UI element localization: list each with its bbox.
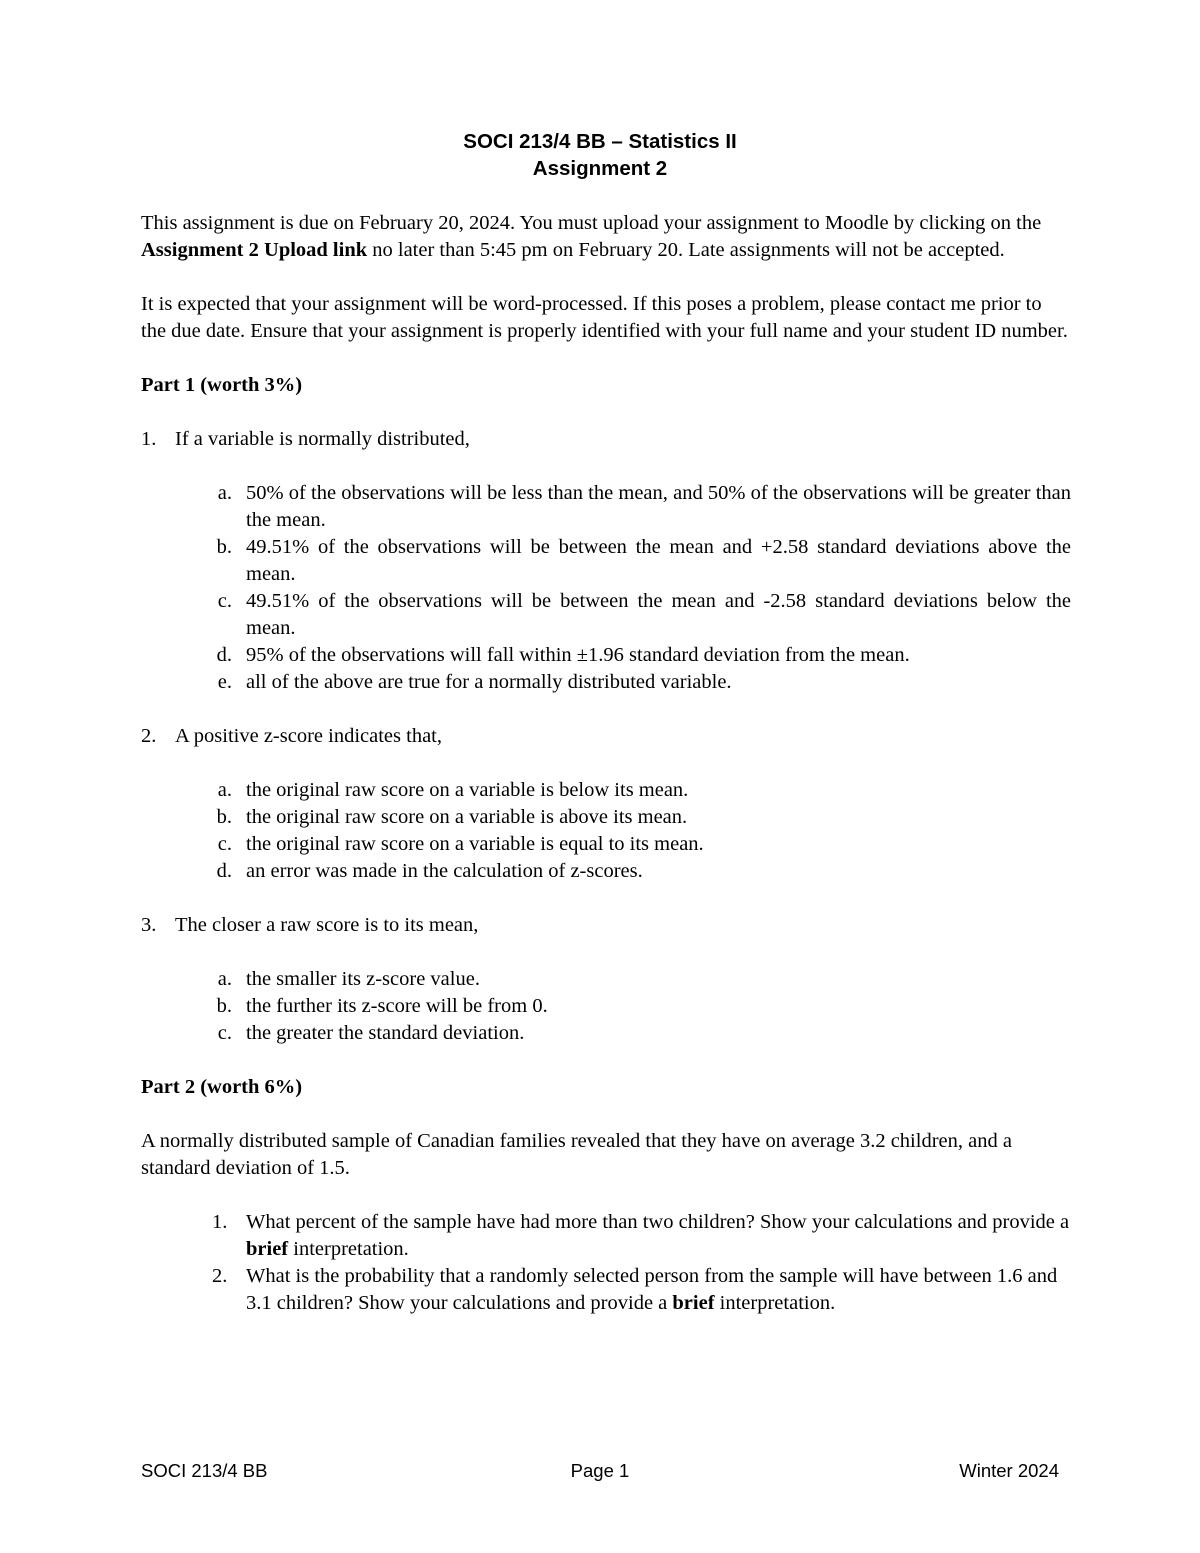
option-letter: a. <box>217 968 232 990</box>
question-number: 2. <box>212 1265 228 1287</box>
option-text: an error was made in the calculation of z-scores. <box>246 860 643 882</box>
option-letter: a. <box>217 779 232 801</box>
question-text: The closer a raw score is to its mean, <box>175 914 479 936</box>
footer-term: Winter 2024 <box>959 1460 1059 1481</box>
part1-question-list <box>141 426 1071 1047</box>
part2-question-list <box>212 1209 1071 1317</box>
option-item <box>212 993 1071 1020</box>
question-text-end: interpretation. <box>288 1238 409 1260</box>
question-text: What is the probability that a randomly selected person from the sample will have between 1.6 and 3.1 children? Show your calculations and provide a <box>246 1265 1058 1314</box>
option-item <box>212 534 1071 588</box>
option-letter: d. <box>216 644 232 666</box>
question-text: If a variable is normally distributed, <box>175 428 470 450</box>
course-title: SOCI 213/4 BB – Statistics II <box>463 130 737 153</box>
option-item <box>212 777 1071 804</box>
option-letter: c. <box>217 1022 232 1044</box>
option-letter: a. <box>217 482 232 504</box>
option-letter: b. <box>216 536 232 558</box>
question-number: 2. <box>141 725 157 747</box>
option-text: the original raw score on a variable is equal to its mean. <box>246 833 704 855</box>
option-letter: b. <box>216 806 232 828</box>
intro-paragraph-format: It is expected that your assignment will be word-processed. If this poses a problem, please contact me prior to the due date. Ensure that your assignment is properly identified with your full name and your student ID number. <box>141 293 1068 342</box>
option-text: the original raw score on a variable is above its mean. <box>246 806 688 828</box>
option-letter: c. <box>217 833 232 855</box>
option-text: all of the above are true for a normally distributed variable. <box>246 671 732 693</box>
option-text: the original raw score on a variable is below its mean. <box>246 779 689 801</box>
question-number: 3. <box>141 914 157 936</box>
part1-heading: Part 1 (worth 3%) <box>141 374 303 396</box>
option-letter: e. <box>217 671 232 693</box>
emphasis-brief: brief <box>246 1238 289 1260</box>
part2-intro: A normally distributed sample of Canadian families revealed that they have on average 3.2 children, and a standard deviation of 1.5. <box>141 1130 1012 1179</box>
part2-heading: Part 2 (worth 6%) <box>141 1076 303 1098</box>
option-text: 50% of the observations will be less than the mean, and 50% of the observations will be greater than the mean. <box>246 482 1071 531</box>
option-item <box>212 588 1071 642</box>
option-text: 49.51% of the observations will be between the mean and +2.58 standard deviations above the mean. <box>246 536 1071 585</box>
intro-text: This assignment is due on February 20, 2024. You must upload your assignment to Moodle by clicking on the <box>141 212 1042 234</box>
question-number: 1. <box>141 428 157 450</box>
footer-page-number: Page 1 <box>570 1460 630 1481</box>
option-item <box>212 669 1071 696</box>
question-text: A positive z-score indicates that, <box>175 725 442 747</box>
option-list <box>212 777 1071 885</box>
part1-question-2 <box>141 723 1071 885</box>
question-number: 1. <box>212 1211 228 1233</box>
option-item <box>212 831 1071 858</box>
option-letter: d. <box>216 860 232 882</box>
option-text: the smaller its z-score value. <box>246 968 480 990</box>
part2-question-2 <box>212 1263 1071 1317</box>
option-item <box>212 966 1071 993</box>
option-text: 95% of the observations will fall within ±1.96 standard deviation from the mean. <box>246 644 910 666</box>
emphasis-brief: brief <box>672 1292 715 1314</box>
option-text: the greater the standard deviation. <box>246 1022 525 1044</box>
option-item <box>212 1020 1071 1047</box>
option-text: the further its z-score will be from 0. <box>246 995 548 1017</box>
option-list <box>212 966 1071 1047</box>
part2-question-1 <box>212 1209 1071 1263</box>
question-text: What percent of the sample have had more than two children? Show your calculations and provide a <box>246 1211 1070 1233</box>
option-list <box>212 480 1071 696</box>
intro-text-continued: no later than 5:45 pm on February 20. Late assignments will not be accepted. <box>367 239 1005 261</box>
intro-paragraph-due <box>141 210 1071 264</box>
upload-link-label: Assignment 2 Upload link <box>141 239 368 261</box>
option-letter: c. <box>217 590 232 612</box>
footer-course: SOCI 213/4 BB <box>141 1460 268 1481</box>
option-item <box>212 480 1071 534</box>
assignment-title: Assignment 2 <box>532 157 668 180</box>
document-body <box>141 210 1071 1317</box>
part1-question-1 <box>141 426 1071 696</box>
option-item <box>212 804 1071 831</box>
option-letter: b. <box>216 995 232 1017</box>
option-item <box>212 642 1071 669</box>
option-text: 49.51% of the observations will be between the mean and -2.58 standard deviations below the mean. <box>246 590 1071 639</box>
question-text-end: interpretation. <box>714 1292 836 1314</box>
part1-question-3 <box>141 912 1071 1047</box>
title-block <box>0 128 1200 182</box>
option-item <box>212 858 1071 885</box>
